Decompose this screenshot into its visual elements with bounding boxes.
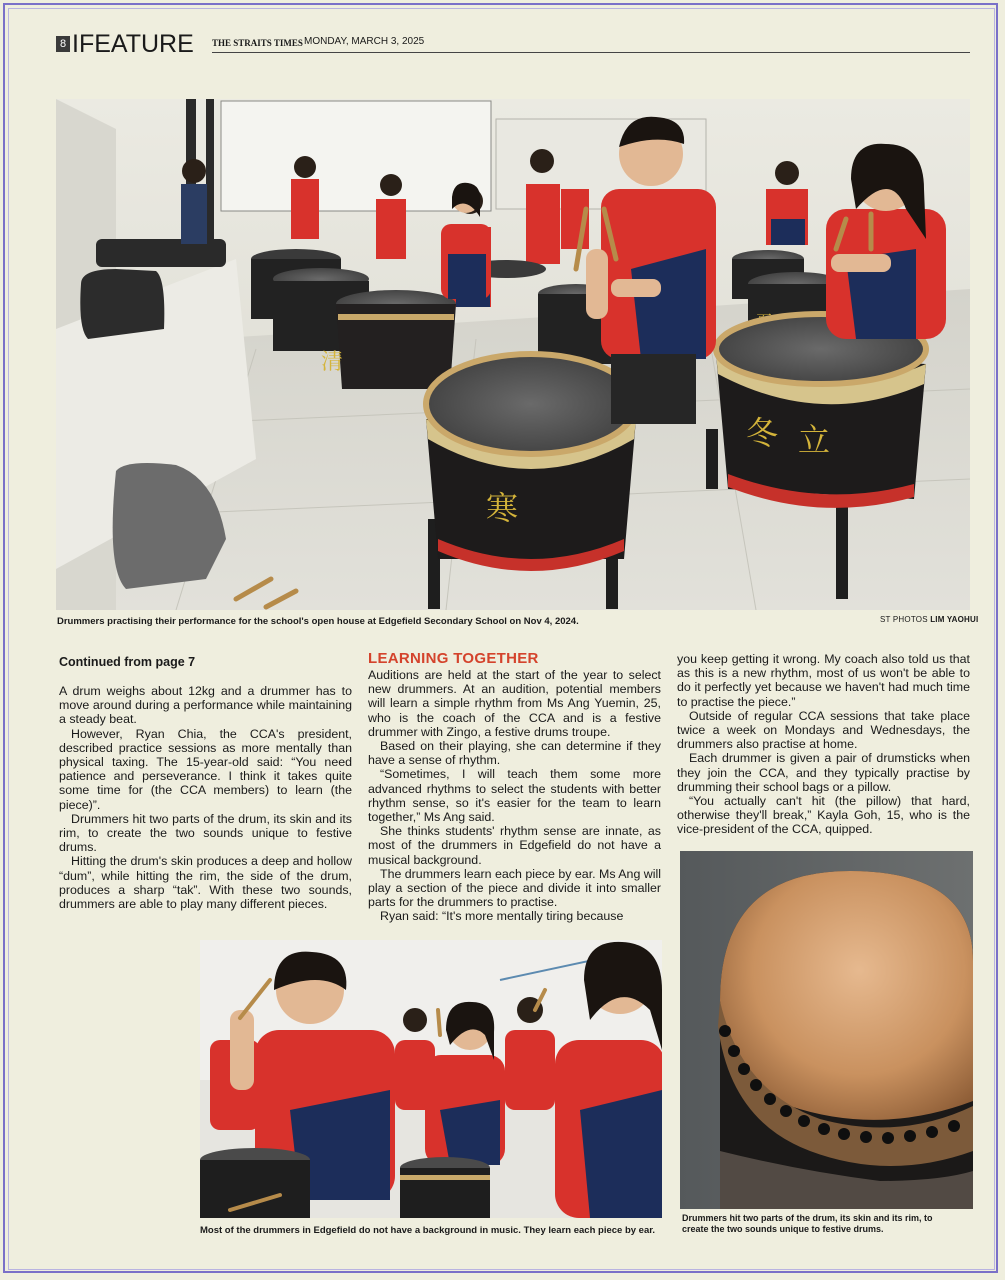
drum-caption-line-2: create the two sounds unique to festive drums. <box>682 1224 884 1234</box>
paragraph: “You actually can't hit (the pillow) that hard, otherwise they'll break,” Kayla Goh, 15, who is the vice-president of the CCA, quipped. <box>677 794 970 837</box>
article-column-2 <box>368 668 661 924</box>
drum-caption-line-1: Drummers hit two parts of the drum, its skin and its rim, to <box>682 1213 933 1223</box>
paragraph: However, Ryan Chia, the CCA's president, described practice sessions as more mentally than physical taxing. The 15-year-old said: “You need patience and perseverance. I think it takes quite some time for (the CCA members) to learn (the piece)”. <box>59 726 352 812</box>
issue-date: MONDAY, MARCH 3, 2025 <box>304 36 425 47</box>
paragraph: Each drummer is given a pair of drumsticks when they join the CCA, and they typically practise by drumming their school bags or a pillow. <box>677 751 970 794</box>
paper-name: THE STRAITS TIMES <box>212 38 303 48</box>
drum-char-3: 立 <box>798 421 831 459</box>
paragraph: The drummers learn each piece by ear. Ms Ang will play a section of the piece and divide it into smaller parts for the drummers to practise. <box>368 866 661 910</box>
paragraph: Based on their playing, she can determine if they have a sense of rhythm. <box>368 739 661 768</box>
masthead <box>56 32 970 58</box>
drum-char-4: 寒 <box>486 489 519 527</box>
main-photo <box>56 99 970 610</box>
section-title: IFEATURE <box>72 30 194 58</box>
paragraph: A drum weighs about 12kg and a drummer has to move around during a performance while maintaining a steady beat. <box>59 684 352 727</box>
drum-char-1: 清 <box>321 350 344 375</box>
paragraph: Drummers hit two parts of the drum, its skin and its rim, to create the two sounds unique to festive drums. <box>59 811 352 855</box>
photo-credit-name: LIM YAOHUI <box>930 615 979 624</box>
drummers-photo-caption: Most of the drummers in Edgefield do not have a background in music. They learn each piece by ear. <box>200 1225 656 1236</box>
drum-closeup-caption <box>682 1213 982 1235</box>
page-number: 8 <box>56 36 70 52</box>
paragraph: Hitting the drum's skin produces a deep and hollow “dum”, while hitting the rim, the side of the drum, produces a sharp “tak”. With these two sounds, drummers are able to play many different pieces. <box>59 854 352 912</box>
subheading: LEARNING TOGETHER <box>368 650 539 667</box>
drum-closeup-photo <box>680 851 973 1209</box>
article-column-3 <box>677 652 970 837</box>
continued-from: Continued from page 7 <box>59 655 196 669</box>
paragraph: Auditions are held at the start of the year to select new drummers. At an audition, potential members will learn a simple rhythm from Ms Ang Yuemin, 25, who is the coach of the CCA and is a festive drummer with Zingo, a festive drums troupe. <box>368 668 661 739</box>
paragraph: “Sometimes, I will teach them some more advanced rhythms to select the students with better rhythm sense, so it's easier for the team to learn together,” Ms Ang said. <box>368 767 661 825</box>
paragraph: Ryan said: “It's more mentally tiring because <box>380 909 624 924</box>
header-rule <box>212 52 970 53</box>
paragraph: She thinks students' rhythm sense are innate, as most of the drummers in Edgefield do not have a musical background. <box>368 824 661 867</box>
main-photo-caption: Drummers practising their performance for the school's open house at Edgefield Secondary School on Nov 4, 2024. <box>57 616 579 627</box>
photo-credit <box>880 615 978 624</box>
paragraph: Outside of regular CCA sessions that take place twice a week on Mondays and Wednesdays, the drummers also practise at home. <box>677 708 970 752</box>
paragraph: you keep getting it wrong. My coach also told us that as this is a new rhythm, most of us won't be able to do it perfectly yet because we haven't had much time to practise the piece.” <box>677 652 970 709</box>
drum-char-2: 冬 <box>746 414 779 452</box>
article-column-1 <box>59 684 352 911</box>
photo-credit-prefix: ST PHOTOS <box>880 615 928 624</box>
drummers-photo <box>200 940 662 1218</box>
